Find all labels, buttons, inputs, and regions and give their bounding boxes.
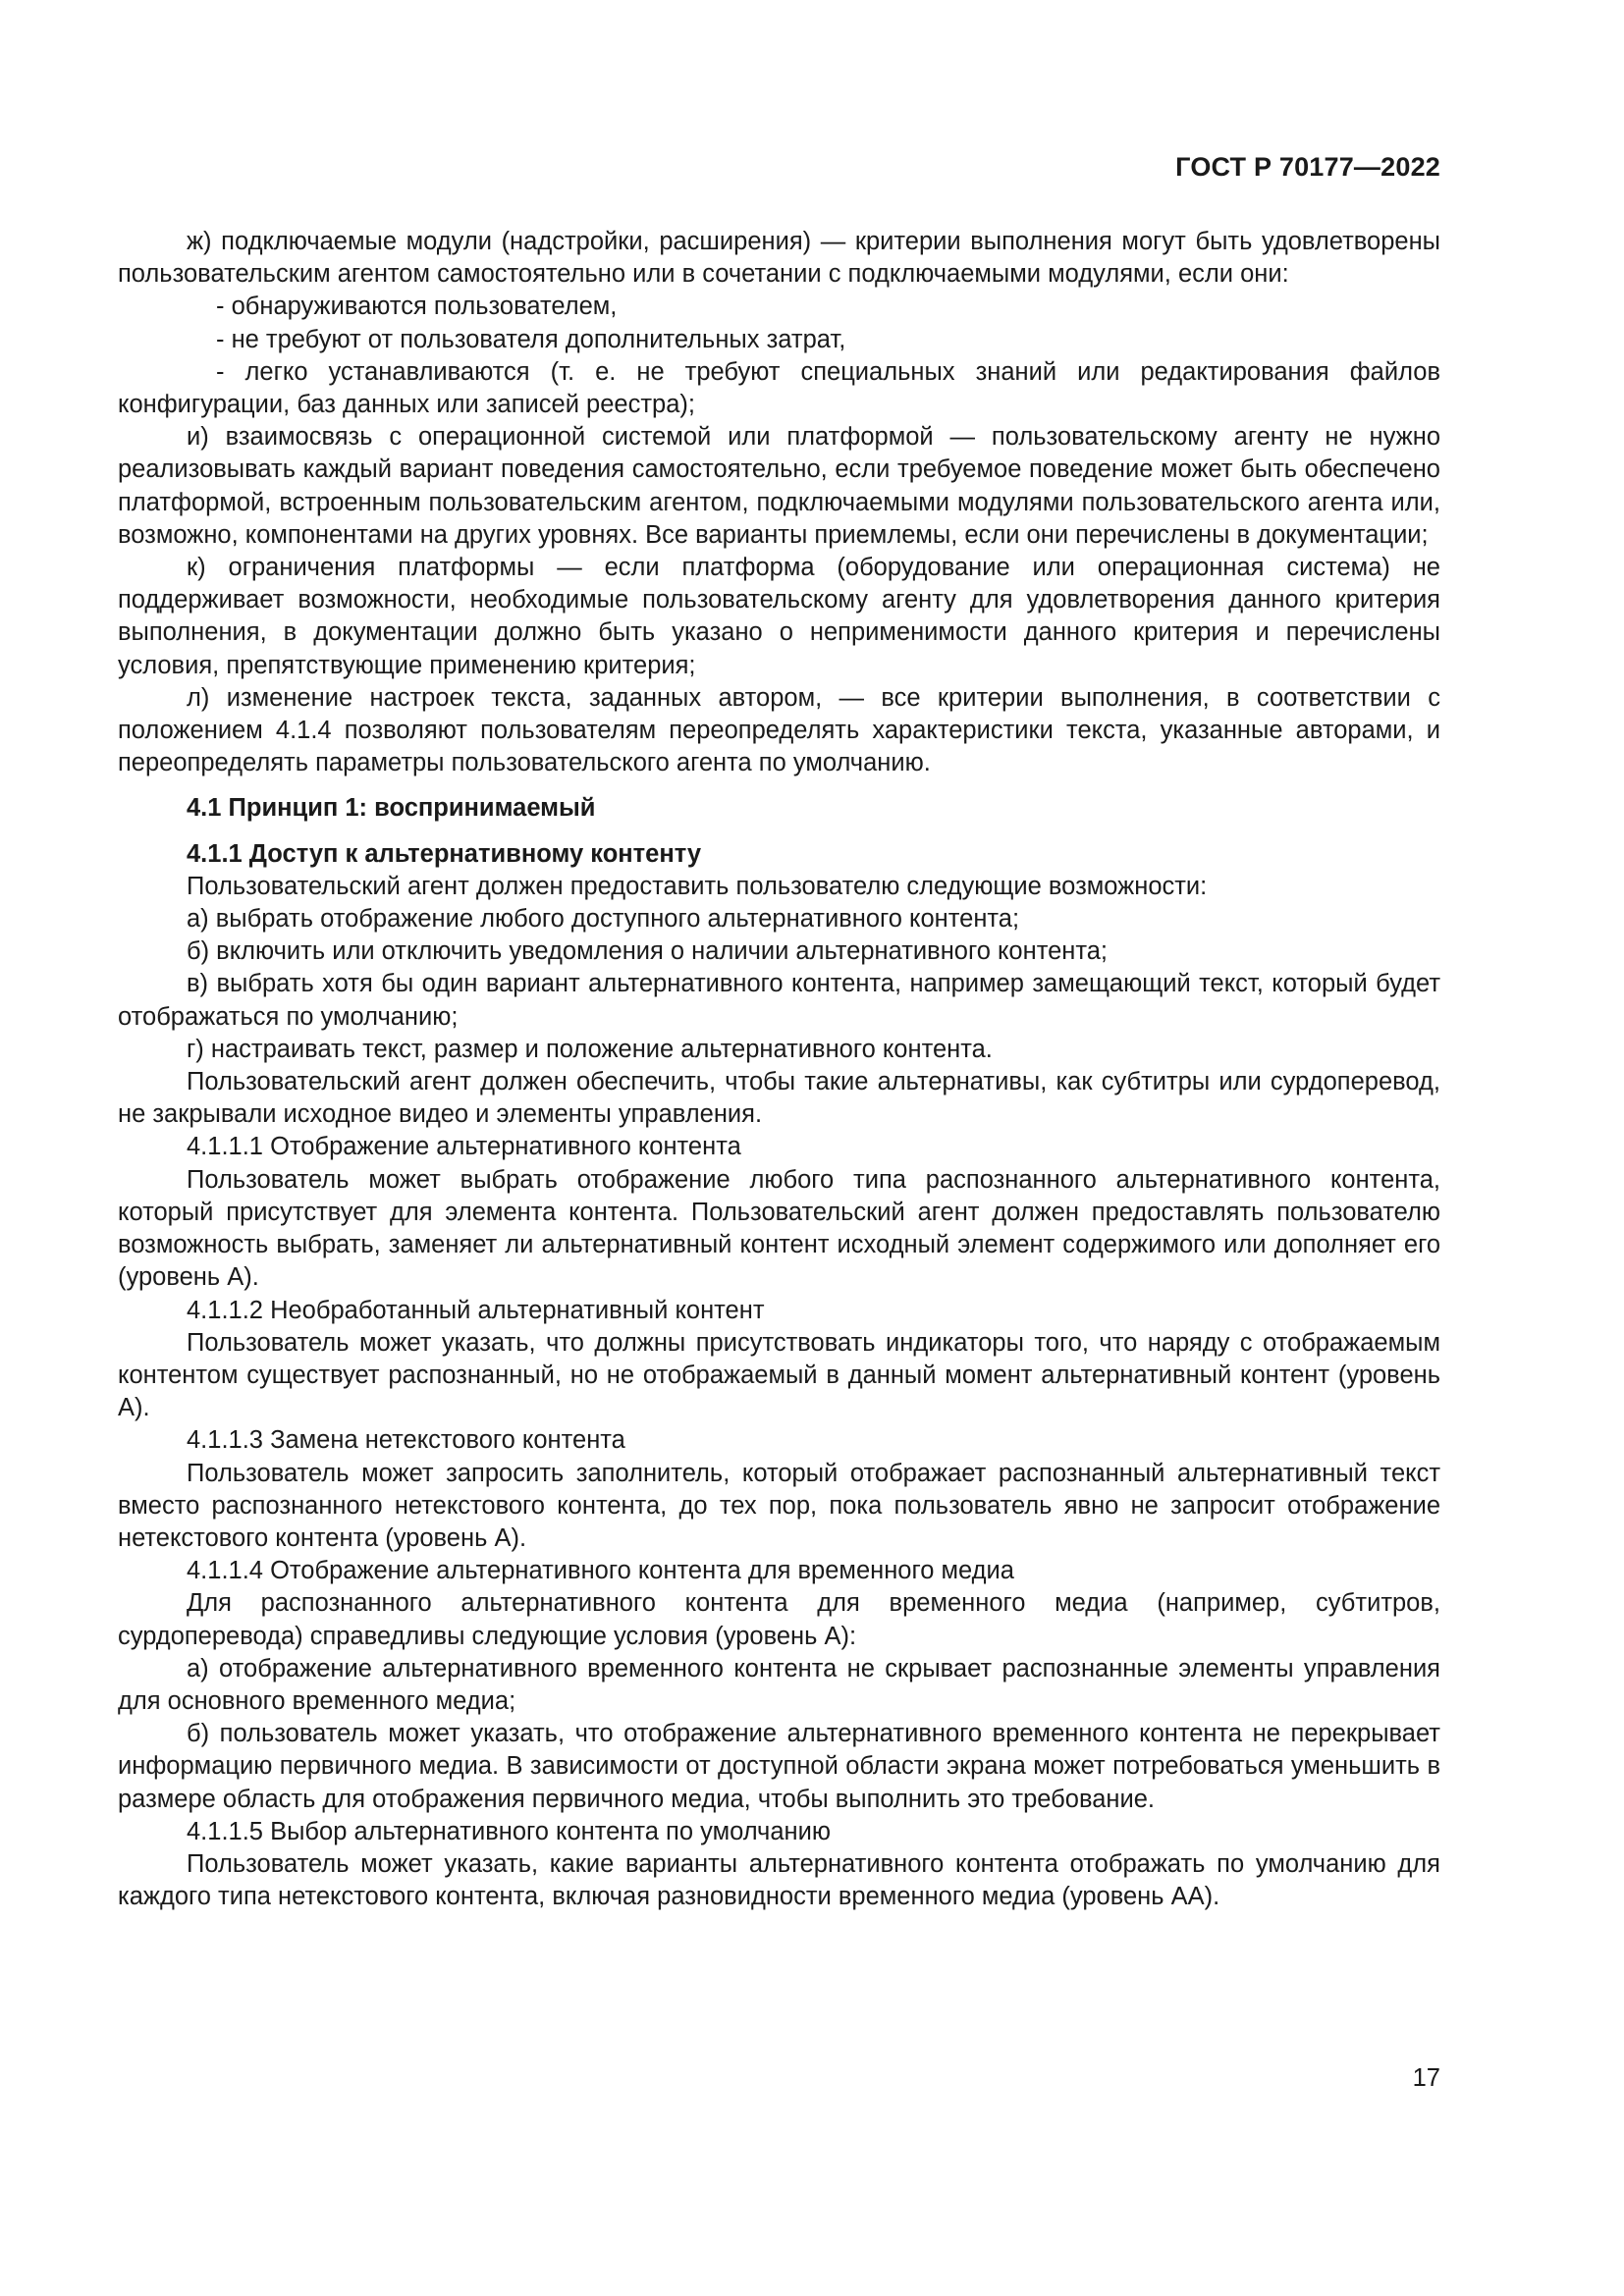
subsection-text-4-1-1-4: Для распознанного альтернативного контента для временного медиа (например, субтитров, сурдоперевода) справедливы следующие условия (уровень А): xyxy=(118,1589,1440,1650)
section-heading-4-1: 4.1 Принцип 1: воспринимаемый xyxy=(187,794,596,823)
section-heading-4-1-1: 4.1.1 Доступ к альтернативному контенту xyxy=(187,839,702,868)
page-number: 17 xyxy=(1412,2064,1440,2092)
subsection-item-b: б) пользователь может указать, что отображение альтернативного временного контента не перекрывает информацию первичного медиа. В зависимости от доступной области экрана может потребоваться уменьшить в размере область для отображения первичного медиа, чтобы выполнить это требование. xyxy=(118,1720,1440,1813)
subsection-text-4-1-1-5: Пользователь может указать, какие варианты альтернативного контента отображать по умолчанию для каждого типа нетекстового контента, включая разновидности временного медиа (уровень АА). xyxy=(118,1849,1440,1911)
section-intro: Пользовательский агент должен предоставить пользователю следующие возможности: xyxy=(187,872,1208,900)
list-item-b: б) включить или отключить уведомления о наличии альтернативного контента; xyxy=(187,937,1109,966)
list-item-g: г) настраивать текст, размер и положение альтернативного контента. xyxy=(187,1035,993,1063)
list-item-v: в) выбрать хотя бы один вариант альтернативного контента, например замещающий текст, который будет отображаться по умолчанию; xyxy=(118,970,1440,1031)
document-header: ГОСТ Р 70177—2022 xyxy=(1175,152,1440,182)
document-body xyxy=(118,226,1440,1913)
subsection-text-4-1-1-3: Пользователь может запросить заполнитель, который отображает распознанный альтернативный текст вместо распознанного нетекстового контента, до тех пор, пока пользователь явно не запросит отображение нетекстового контента (уровень А). xyxy=(118,1459,1440,1552)
dash-item-2: - не требуют от пользователя дополнительных затрат, xyxy=(216,325,846,353)
subsection-text-4-1-1-1: Пользователь может выбрать отображение любого типа распознанного альтернативного контента, который присутствует для элемента контента. Пользовательский агент должен предоставлять пользователю возможность выбрать, заменяет ли альтернативный контент исходный элемент содержимого или дополняет его (уровень А). xyxy=(118,1165,1440,1292)
item-l: л) изменение настроек текста, заданных автором, — все критерии выполнения, в соответствии с положением 4.1.4 позволяют пользователям переопределять характеристики текста, указанные авторами, и переопределять параметры пользовательского агента по умолчанию. xyxy=(118,683,1440,777)
subsection-text-4-1-1-2: Пользователь может указать, что должны присутствовать индикаторы того, что наряду с отображаемым контентом существует распознанный, но не отображаемый в данный момент альтернативный контент (уровень А). xyxy=(118,1328,1440,1422)
subsection-item-a: а) отображение альтернативного временного контента не скрывает распознанные элементы управления для основного временного медиа; xyxy=(118,1654,1440,1715)
subsection-title-4-1-1-3: 4.1.1.3 Замена нетекстового контента xyxy=(187,1426,625,1455)
subsection-title-4-1-1-4: 4.1.1.4 Отображение альтернативного контента для временного медиа xyxy=(187,1557,1014,1585)
subsection-title-4-1-1-1: 4.1.1.1 Отображение альтернативного контента xyxy=(187,1133,741,1161)
item-zh: ж) подключаемые модули (надстройки, расширения) — критерии выполнения могут быть удовлетворены пользовательским агентом самостоятельно или в сочетании с подключаемыми модулями, если они: xyxy=(118,228,1440,289)
section-closing: Пользовательский агент должен обеспечить, чтобы такие альтернативы, как субтитры или сурдоперевод, не закрывали исходное видео и элементы управления. xyxy=(118,1068,1440,1129)
subsection-title-4-1-1-2: 4.1.1.2 Необработанный альтернативный контент xyxy=(187,1296,765,1324)
item-k: к) ограничения платформы — если платформа (оборудование или операционная система) не поддерживает возможности, необходимые пользовательскому агенту для удовлетворения данного критерия выполнения, в документации должно быть указано о неприменимости данного критерия и перечислены условия, препятствующие применению критерия; xyxy=(118,554,1440,679)
dash-item-1: - обнаруживаются пользователем, xyxy=(216,293,618,321)
list-item-a: а) выбрать отображение любого доступного альтернативного контента; xyxy=(187,905,1020,934)
subsection-title-4-1-1-5: 4.1.1.5 Выбор альтернативного контента по умолчанию xyxy=(187,1817,831,1845)
item-i: и) взаимосвязь с операционной системой или платформой — пользовательскому агенту не нужно реализовывать каждый вариант поведения самостоятельно, если требуемое поведение может быть обеспечено платформой, встроенным пользовательским агентом, подключаемыми модулями пользовательского агента или, возможно, компонентами на других уровнях. Все варианты приемлемы, если они перечислены в документации; xyxy=(118,423,1440,549)
dash-item-3: - легко устанавливаются (т. е. не требуют специальных знаний или редактирования файлов конфигурации, баз данных или записей реестра); xyxy=(118,357,1440,419)
